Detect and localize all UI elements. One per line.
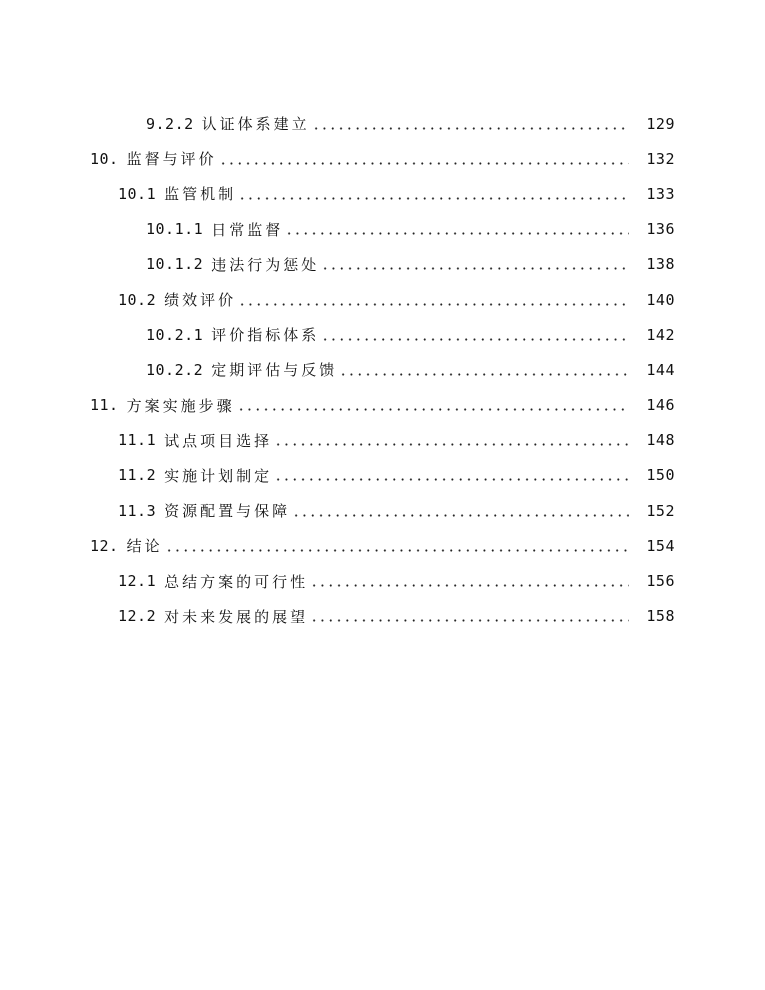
dot-leader — [321, 338, 629, 341]
toc-entry-link[interactable] — [118, 183, 765, 204]
toc-entry-page: 138 — [646, 255, 675, 274]
dot-leader — [339, 373, 629, 376]
toc-entry-number: 10.2.1 — [146, 325, 204, 344]
toc-entry-number: 10.1.2 — [146, 255, 204, 274]
toc-entry-page: 144 — [646, 360, 675, 379]
toc-entry[interactable] — [0, 352, 765, 387]
toc-entry-link[interactable] — [118, 571, 765, 592]
toc-entry-title: 对未来发展的展望 — [164, 607, 309, 626]
toc-entry-title: 监管机制 — [164, 185, 237, 204]
toc-entry-title: 资源配置与保障 — [164, 502, 291, 521]
toc-entry-title: 认证体系建立 — [201, 115, 310, 134]
toc-entry[interactable] — [0, 282, 765, 317]
toc-entry-title: 总结方案的可行性 — [164, 572, 309, 591]
toc-entry-number: 12.2 — [118, 607, 157, 626]
toc-entry-title: 日常监督 — [211, 220, 284, 239]
toc-entry-title: 方案实施步骤 — [126, 396, 235, 415]
toc-entry[interactable] — [0, 388, 765, 423]
toc-entry-link[interactable] — [118, 430, 765, 451]
toc-entry-page: 133 — [646, 184, 675, 203]
toc-entry-link[interactable] — [118, 500, 765, 521]
toc-entry-link[interactable] — [146, 254, 765, 275]
toc-entry-page: 136 — [646, 220, 675, 239]
toc-entry[interactable] — [0, 176, 765, 211]
dot-leader — [292, 514, 629, 517]
toc-entry-link[interactable] — [146, 324, 765, 345]
toc-entry-title: 评价指标体系 — [211, 326, 320, 345]
toc-entry-link[interactable] — [90, 395, 765, 416]
toc-entry-number: 11.3 — [118, 501, 157, 520]
toc-entry-link[interactable] — [118, 289, 765, 310]
dot-leader — [310, 619, 629, 622]
toc-entry-page: 150 — [646, 466, 675, 485]
toc-entry-link[interactable] — [90, 148, 765, 169]
dot-leader — [285, 232, 629, 235]
toc-entry[interactable] — [0, 493, 765, 528]
toc-entry-title: 绩效评价 — [164, 291, 237, 310]
toc-entry-number: 10.2 — [118, 290, 157, 309]
toc-entry-page: 148 — [646, 431, 675, 450]
dot-leader — [274, 478, 629, 481]
dot-leader — [310, 584, 629, 587]
toc-entry-link[interactable] — [90, 535, 765, 556]
toc-entry[interactable] — [0, 212, 765, 247]
toc-entry-link[interactable] — [118, 465, 765, 486]
toc-entry-title: 违法行为惩处 — [211, 255, 320, 274]
toc-entry[interactable] — [0, 141, 765, 176]
toc-entry-page: 154 — [646, 536, 675, 555]
toc-entry-link[interactable] — [118, 606, 765, 627]
dot-leader — [274, 443, 629, 446]
toc-entry[interactable] — [0, 247, 765, 282]
toc-entry-page: 140 — [646, 290, 675, 309]
toc-entry-title: 实施计划制定 — [164, 466, 273, 485]
toc-entry-title: 结论 — [126, 537, 163, 556]
toc-entry[interactable] — [0, 423, 765, 458]
toc-entry-page: 142 — [646, 325, 675, 344]
toc-entry-title: 定期评估与反馈 — [211, 361, 338, 380]
toc-entry[interactable] — [0, 599, 765, 634]
toc-entry-title: 试点项目选择 — [164, 431, 273, 450]
toc-entry-link[interactable] — [146, 113, 765, 134]
dot-leader — [238, 303, 629, 306]
toc-entry-page: 132 — [646, 149, 675, 168]
toc-entry[interactable] — [0, 106, 765, 141]
toc-entry-number: 10. — [90, 149, 119, 168]
toc-entry-page: 146 — [646, 396, 675, 415]
toc-entry-link[interactable] — [146, 359, 765, 380]
toc-entry-number: 12.1 — [118, 572, 157, 591]
toc-entry-number: 11.1 — [118, 431, 157, 450]
toc-entry-page: 156 — [646, 572, 675, 591]
toc-entry[interactable] — [0, 528, 765, 563]
toc-entry-number: 9.2.2 — [146, 114, 194, 133]
dot-leader — [219, 162, 629, 165]
toc-entry-number: 12. — [90, 536, 119, 555]
toc-entry[interactable] — [0, 458, 765, 493]
toc-entry-page: 152 — [646, 501, 675, 520]
toc-entry[interactable] — [0, 563, 765, 598]
toc-entry-link[interactable] — [146, 219, 765, 240]
table-of-contents — [0, 106, 765, 634]
toc-entry-number: 10.1 — [118, 184, 157, 203]
dot-leader — [165, 549, 629, 552]
toc-entry-number: 11. — [90, 396, 119, 415]
dot-leader — [237, 408, 629, 411]
toc-entry-page: 129 — [646, 114, 675, 133]
toc-entry-page: 158 — [646, 607, 675, 626]
toc-entry-number: 10.1.1 — [146, 220, 204, 239]
dot-leader — [312, 127, 629, 130]
toc-entry[interactable] — [0, 317, 765, 352]
toc-entry-number: 11.2 — [118, 466, 157, 485]
dot-leader — [238, 197, 629, 200]
toc-entry-number: 10.2.2 — [146, 360, 204, 379]
dot-leader — [321, 267, 629, 270]
toc-entry-title: 监督与评价 — [126, 150, 217, 169]
